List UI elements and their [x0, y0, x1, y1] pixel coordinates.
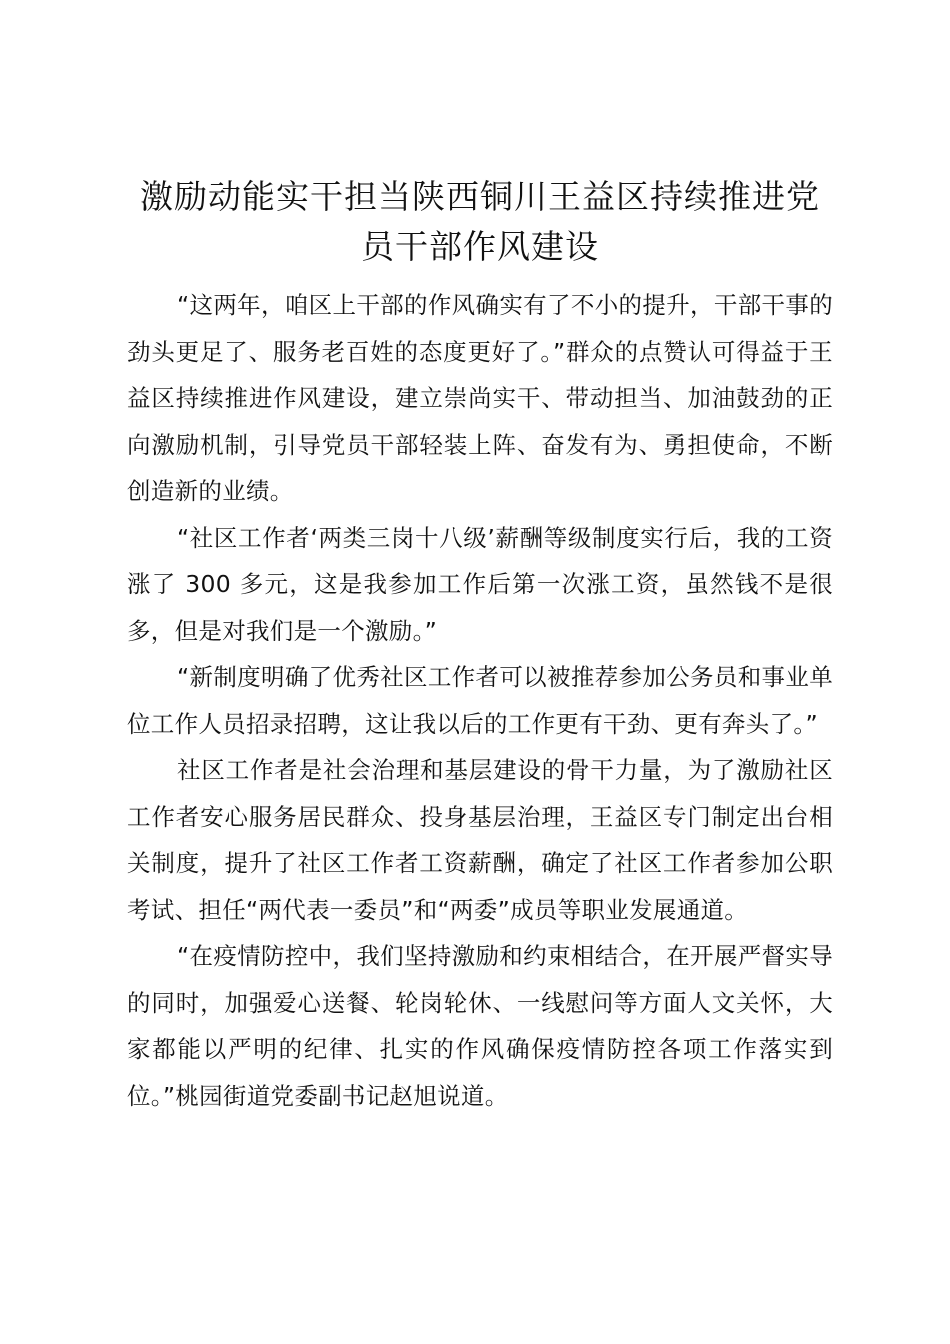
document-page — [127, 172, 833, 1119]
paragraph-4: 社区工作者是社会治理和基层建设的骨干力量，为了激励社区工作者安心服务居民群众、投身基层治理，王益区专门制定出台相关制度，提升了社区工作者工资薪酬，确定了社区工作者参加公职考试、担任“两代表一委员”和“两委”成员等职业发展通道。 — [127, 756, 833, 924]
paragraph-1: “这两年，咱区上干部的作风确实有了不小的提升，干部干事的劲头更足了、服务老百姓的态度更好了。”群众的点赞认可得益于王益区持续推进作风建设，建立崇尚实干、带动担当、加油鼓劲的正向激励机制，引导党员干部轻装上阵、奋发有为、勇担使命，不断创造新的业绩。 — [127, 291, 833, 505]
paragraph-3: “新制度明确了优秀社区工作者可以被推荐参加公务员和事业单位工作人员招录招聘，这让我以后的工作更有干劲、更有奔头了。” — [127, 663, 833, 738]
paragraph-2: “社区工作者‘两类三岗十八级’薪酬等级制度实行后，我的工资涨了 300 多元，这是我参加工作后第一次涨工资，虽然钱不是很多，但是对我们是一个激励。” — [127, 523, 833, 645]
document-body — [127, 282, 833, 1119]
document-title: 激励动能实干担当陕西铜川王益区持续推进党员干部作风建设 — [140, 177, 820, 266]
paragraph-5: “在疫情防控中，我们坚持激励和约束相结合，在开展严督实导的同时，加强爱心送餐、轮岗轮休、一线慰问等方面人文关怀，大家都能以严明的纪律、扎实的作风确保疫情防控各项工作落实到位。”桃园街道党委副书记赵旭说道。 — [127, 942, 833, 1110]
